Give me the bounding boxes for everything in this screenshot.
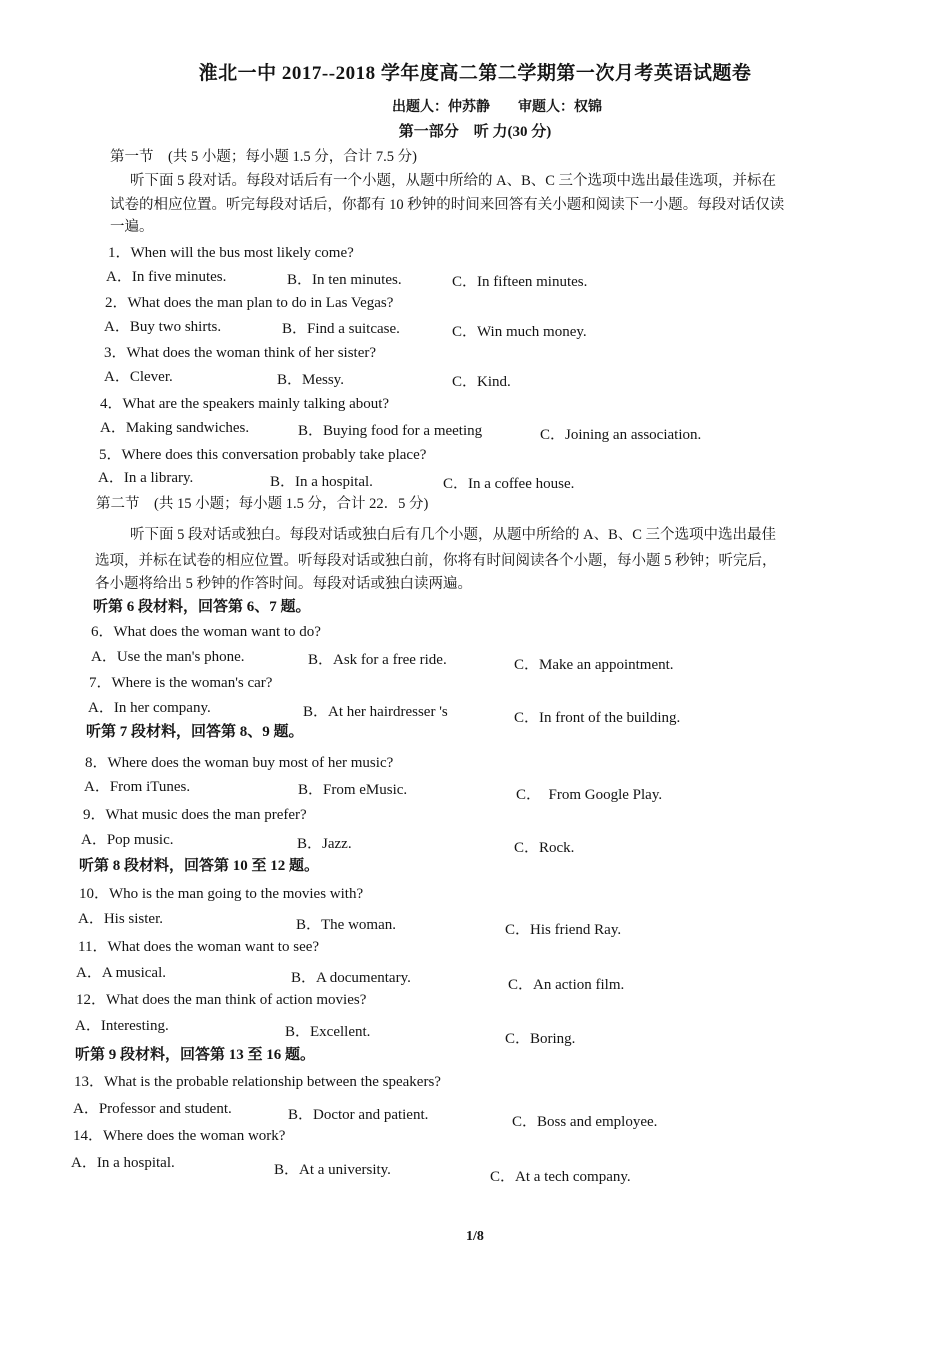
question-stem: 13．What is the probable relationship between the speakers? (74, 1074, 441, 1090)
section1-instruction-line: 试卷的相应位置。听完每段对话后，你都有 10 秒钟的时间来回答有关小题和阅读下一小题。每段对话仅读 (110, 197, 785, 213)
option-c: C．Make an appointment. (514, 657, 674, 673)
section1-heading: 第一节 (共 5 小题；每小题 1.5 分，合计 7.5 分) (110, 149, 417, 165)
listening-prompt: 听第 9 段材料，回答第 13 至 16 题。 (75, 1047, 316, 1063)
part1-title: 第一部分 听 力(30 分) (398, 124, 552, 140)
question-stem: 5．Where does this conversation probably take place? (99, 447, 427, 463)
option-c: C．His friend Ray. (505, 922, 622, 938)
question-stem: 10．Who is the man going to the movies with? (79, 886, 364, 902)
listening-prompt: 听第 8 段材料，回答第 10 至 12 题。 (79, 858, 320, 874)
option-b: B．A documentary. (291, 970, 411, 986)
option-b: B．Buying food for a meeting (298, 423, 483, 439)
option-b: B．Excellent. (285, 1024, 371, 1040)
page-number: 1/8 (466, 1229, 484, 1244)
option-a: A．Clever. (104, 369, 173, 385)
option-b: B．Jazz. (297, 836, 352, 852)
option-a: A．In her company. (88, 700, 211, 716)
option-a: A．Use the man's phone. (91, 649, 245, 665)
section1-instruction-line: 听下面 5 段对话。每段对话后有一个小题，从题中所给的 A、B、C 三个选项中选出最佳选项，并标在 (130, 173, 777, 189)
option-b: B．From eMusic. (298, 782, 408, 798)
option-b: B．At a university. (274, 1162, 391, 1178)
question-stem: 1．When will the bus most likely come? (108, 245, 354, 261)
option-c: C．Boring. (505, 1031, 576, 1047)
question-stem: 7．Where is the woman's car? (89, 675, 273, 691)
question-stem: 12．What does the man think of action movies? (76, 992, 367, 1008)
option-c: C．Kind. (452, 374, 511, 390)
exam-title: 淮北一中 2017--2018 学年度高二第二学期第一次月考英语试题卷 (198, 63, 752, 84)
question-stem: 9．What music does the man prefer? (83, 807, 307, 823)
option-a: A．His sister. (78, 911, 164, 927)
option-b: B．In ten minutes. (287, 272, 402, 288)
option-a: A．Professor and student. (73, 1101, 232, 1117)
question-stem: 14．Where does the woman work? (73, 1128, 286, 1144)
section1-instruction-line: 一遍。 (110, 219, 154, 235)
option-c: C． From Google Play. (516, 787, 663, 803)
option-c: C．In front of the building. (514, 710, 681, 726)
option-a: A．In a library. (98, 470, 194, 486)
option-c: C．An action film. (508, 977, 625, 993)
section2-heading: 第二节 (共 15 小题；每小题 1.5 分，合计 22．5 分) (96, 496, 429, 512)
option-c: C．Rock. (514, 840, 575, 856)
option-a: A．In five minutes. (106, 269, 227, 285)
option-b: B．In a hospital. (270, 474, 373, 490)
option-b: B．Ask for a free ride. (308, 652, 447, 668)
option-c: C．Joining an association. (540, 427, 702, 443)
question-stem: 3．What does the woman think of her sister? (104, 345, 377, 361)
option-a: A．Interesting. (75, 1018, 169, 1034)
option-a: A．Pop music. (81, 832, 174, 848)
option-a: A．From iTunes. (84, 779, 191, 795)
section2-instruction-line: 各小题将给出 5 秒钟的作答时间。每段对话或独白读两遍。 (95, 576, 472, 592)
option-b: B．At her hairdresser 's (303, 704, 448, 720)
option-c: C．In fifteen minutes. (452, 274, 588, 290)
question-stem: 8．Where does the woman buy most of her music? (85, 755, 394, 771)
question-stem: 11．What does the woman want to see? (78, 939, 320, 955)
question-stem: 6．What does the woman want to do? (91, 624, 321, 640)
question-stem: 4．What are the speakers mainly talking about? (100, 396, 390, 412)
option-b: B．Find a suitcase. (282, 321, 400, 337)
option-c: C．Boss and employee. (512, 1114, 658, 1130)
section2-instruction-line: 选项，并标在试卷的相应位置。听每段对话或独白前，你将有时间阅读各个小题，每小题 5 秒钟；听完后， (95, 553, 777, 569)
exam-authors: 出题人：仲苏静 审题人：权锦 (392, 100, 602, 115)
option-b: B．The woman. (296, 917, 396, 933)
listening-prompt: 听第 6 段材料，回答第 6、7 题。 (93, 599, 311, 615)
question-stem: 2．What does the man plan to do in Las Vegas? (105, 295, 394, 311)
option-b: B．Doctor and patient. (288, 1107, 429, 1123)
option-a: A．A musical. (76, 965, 166, 981)
option-b: B．Messy. (277, 372, 344, 388)
option-a: A．In a hospital. (71, 1155, 175, 1171)
section2-instruction-line: 听下面 5 段对话或独白。每段对话或独白后有几个小题，从题中所给的 A、B、C 三个选项中选出最佳 (130, 527, 777, 543)
option-c: C．In a coffee house. (443, 476, 575, 492)
listening-prompt: 听第 7 段材料，回答第 8、9 题。 (86, 724, 304, 740)
option-c: C．Win much money. (452, 324, 587, 340)
option-a: A．Making sandwiches. (100, 420, 250, 436)
option-c: C．At a tech company. (490, 1169, 631, 1185)
option-a: A．Buy two shirts. (104, 319, 222, 335)
